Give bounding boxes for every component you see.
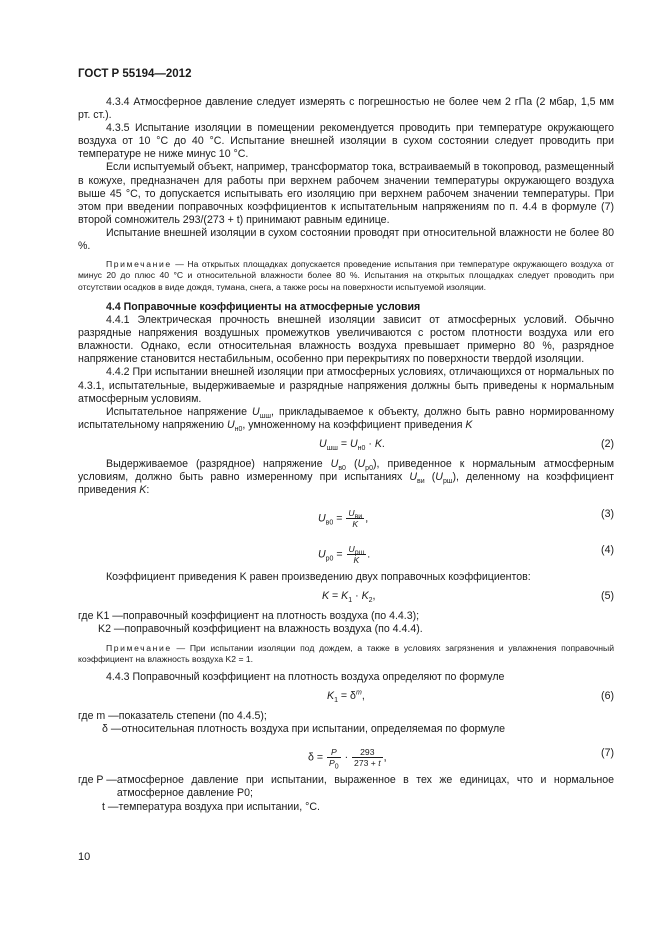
formula-5 [78,586,614,608]
formula-6-number: (6) [601,690,614,703]
definition-p: где P — атмосферное давление при испытании, выраженное в тех же единицах, что и нормальное атмосферное давление P0; [78,774,614,800]
formula-2 [78,434,614,456]
note-label: Примечание [106,642,172,653]
note-rain [78,643,614,666]
document-header: ГОСТ Р 55194—2012 [78,68,192,80]
paragraph-4-4-2: 4.4.2 При испытании внешней изоляции при атмосферных условиях, отличающихся от нормальных по 4.3.1, испытательные, выдерживаемые и разрядные напряжения должны быть приведены к нормальным атмосферным условиям. [78,366,614,405]
formula-7-expr: δ = $\frac{P}{P_0}$ · $\frac{293}{273 + t}$ , [308,747,387,772]
paragraph-4-3-4: 4.3.4 Атмосферное давление следует измерять с погрешностью не более чем 2 гПа (2 мбар, 1,5 мм рт. ст.). [78,96,614,122]
formula-3-expr: $U_{в0}$ = $\frac{U_{ви}}{K}$ , [318,508,369,530]
formula-3-number: (3) [601,508,614,521]
formula-2-number: (2) [601,437,614,450]
note-text: — На открытых площадках допускается проведение испытания при температуре окружающего воздуха от минус 20 до плюс 40 °С и относительной влажности более 80 %. Испытания на открытых площадках следует проводить при отсутствии осадков в виде дождя, тумана, снега, а также росы на поверхности испытуемой изоляции. [78,259,614,292]
definitions-k [78,610,614,636]
definition-m: где m — показатель степени (по 4.4.5); [78,710,267,723]
definitions-p-t [78,774,614,813]
formula-4-expr: $U_{р0}$ = $\frac{U_{рш}}{K}$ . [318,544,371,566]
definition-k2: K2 — поправочный коэффициент на влажность воздуха (по 4.4.4). [98,623,423,636]
formula-2-expr: $U_{шш} = U_{н0} \cdot K$. [319,437,385,453]
paragraph-humidity: Испытание внешней изоляции в сухом состоянии проводят при относительной влажности не более 80 %. [78,226,614,253]
formula-6-expr: $K_1 = \delta^m$, [327,689,365,705]
note-text: — При испытании изоляции под дождем, а также в условиях загрязнения и увлажнения поправочный коэффициент на влажность воздуха K2 = 1. [78,642,614,664]
formula-5-number: (5) [601,590,614,603]
page-number: 10 [78,851,91,863]
definition-delta: δ — относительная плотность воздуха при испытании, определяемая по формуле [102,723,506,736]
paragraph-test-object: Если испытуемый объект, например, трансформатор тока, встраиваемый в токопровод, размещенный в кожухе, предназначен для работы при верхнем рабочем значении температуры окружающего воздуха выше 45 °С, то допускается испытывать его изоляцию при верхнем рабочем значении температуры. При этом при введении поправочных коэффициентов к испытательным напряжениям по п. 4.4 в формуле (7) второй сомножитель 293/(273 + t) принимают равным единице. [78,161,614,226]
paragraph-test-voltage: Испытательное напряжение $U_{шш}$, прикладываемое к объекту, должно быть равно нормированному испытательному напряжению $U_{н0}$, умноженному на коэффициент приведения K [78,405,614,433]
paragraph-4-3-5: 4.3.5 Испытание изоляции в помещении рекомендуется проводить при температуре окружающего воздуха от 10 °С до 40 °С. Испытание внешней изоляции в сухом состоянии следует проводить при температуре не ниже минус 10 °С. [78,122,614,161]
paragraph-withstand-voltage: Выдерживаемое (разрядное) напряжение $U_{в0}$ $(U_{р0})$, приведенное к нормальным атмосферным условиям, должно быть равно измеренному при испытаниях $U_{ви}$ $(U_{рш})$, деленному на коэффициент приведения K: [78,457,614,497]
page-content [78,96,614,814]
definition-k1: где K1 — поправочный коэффициент на плотность воздуха (по 4.4.3); [78,610,420,623]
definitions-m-delta [78,710,614,736]
note-outdoor [78,259,614,293]
formula-7-number: (7) [601,747,614,760]
section-title-4-4: 4.4 Поправочные коэффициенты на атмосферные условия [106,301,421,314]
formula-4 [78,535,614,569]
paragraph-coefficient-k: Коэффициент приведения K равен произведению двух поправочных коэффициентов: [106,571,531,584]
formula-3 [78,499,614,533]
note-label: Примечание [106,259,172,270]
paragraph-4-4-3: 4.4.3 Поправочный коэффициент на плотность воздуха определяют по формуле [106,671,505,684]
formula-4-number: (4) [601,544,614,557]
formula-6 [78,686,614,708]
paragraph-4-4-1: 4.4.1 Электрическая прочность внешней изоляции зависит от атмосферных условий. Обычно разрядные напряжения воздушных промежутков увеличиваются с ростом плотности воздуха или его влажности. Однако, если относительная влажность воздуха превышает примерно 80 %, разрядное напряжение становится нестабильным, особенно при перекрытиях по поверхности твердой изоляции. [78,314,614,366]
formula-7 [78,738,614,772]
definition-t: t — температура воздуха при испытании, °С. [102,800,320,813]
formula-5-expr: $K = K_1 \cdot K_2$, [322,590,376,605]
